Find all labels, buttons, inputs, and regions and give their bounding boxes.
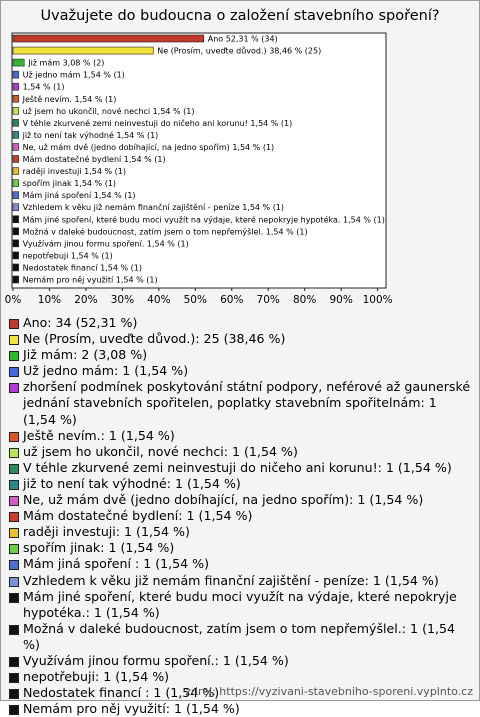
legend-item bbox=[9, 492, 471, 508]
bar-14 bbox=[13, 204, 19, 211]
bar-label-5: Ještě nevím. 1,54 % (1) bbox=[22, 94, 117, 104]
legend-item bbox=[9, 444, 471, 460]
legend-swatch bbox=[9, 657, 19, 667]
legend-item bbox=[9, 556, 471, 572]
bar-2 bbox=[13, 59, 24, 66]
legend-swatch bbox=[9, 560, 19, 570]
legend-swatch bbox=[9, 496, 19, 506]
bar-18 bbox=[13, 252, 19, 259]
legend-label: nepotřebuji: 1 (1,54 %) bbox=[23, 669, 471, 685]
legend-label: Ne (Prosím, uveďte důvod.): 25 (38,46 %) bbox=[23, 331, 471, 347]
bar-chart bbox=[0, 0, 480, 312]
legend-label: Nedostatek financí : 1 (1,54 %) bbox=[23, 685, 471, 701]
bar-label-10: Mám dostatečné bydlení 1,54 % (1) bbox=[23, 154, 166, 164]
bar-label-8: již to není tak výhodné 1,54 % (1) bbox=[22, 130, 159, 140]
bar-3 bbox=[13, 71, 19, 78]
legend-item bbox=[9, 428, 471, 444]
legend-label: Mám jiné spoření, které budu moci využít na výdaje, které nepokryje hypotéka.: 1 (1,54 %) bbox=[23, 589, 471, 621]
legend-swatch bbox=[9, 593, 19, 603]
x-tick-label-0: 0% bbox=[5, 294, 22, 306]
legend-item bbox=[9, 476, 471, 492]
bar-label-20: Nemám pro něj využití 1,54 % (1) bbox=[23, 276, 158, 285]
legend-item bbox=[9, 621, 471, 653]
bar-15 bbox=[13, 216, 19, 223]
legend-item bbox=[9, 363, 471, 379]
x-tick-label-7: 70% bbox=[257, 294, 280, 306]
bar-label-17: Využívám jinou formu spoření. 1,54 % (1) bbox=[23, 239, 189, 248]
bar-label-15: Mám jiné spoření, které budu moci využít na výdaje, které nepokryje hypotéka. 1,54 % (1) bbox=[23, 214, 385, 224]
legend-label: Ano: 34 (52,31 %) bbox=[23, 315, 471, 331]
legend-item bbox=[9, 379, 471, 427]
legend-swatch bbox=[9, 577, 19, 587]
legend-swatch bbox=[9, 319, 19, 329]
bar-12 bbox=[13, 180, 19, 187]
bar-9 bbox=[13, 143, 19, 150]
legend-swatch bbox=[9, 367, 19, 377]
legend-swatch bbox=[9, 528, 19, 538]
legend-swatch bbox=[9, 512, 19, 522]
bar-10 bbox=[13, 156, 19, 163]
x-tick-label-4: 40% bbox=[147, 294, 170, 306]
legend-swatch bbox=[9, 544, 19, 554]
legend-item bbox=[9, 315, 471, 331]
bar-label-1: Ne (Prosím, uveďte důvod.) 38,46 % (25) bbox=[157, 46, 321, 56]
x-tick-label-6: 60% bbox=[220, 294, 243, 306]
bar-label-16: Možná v daleké budoucnost, zatím jsem o tom nepřemýšlel. 1,54 % (1) bbox=[23, 226, 308, 236]
legend-item bbox=[9, 589, 471, 621]
legend-item bbox=[9, 701, 471, 717]
legend-label: V téhle zkurvené zemi neinvestuji do ničeho ani korunu!: 1 (1,54 %) bbox=[23, 460, 471, 476]
bar-label-11: raději investuji 1,54 % (1) bbox=[23, 167, 126, 176]
legend bbox=[9, 315, 471, 717]
bar-13 bbox=[13, 192, 19, 199]
bar-1 bbox=[13, 47, 153, 54]
bar-7 bbox=[13, 119, 19, 126]
legend-item bbox=[9, 653, 471, 669]
legend-label: spořím jinak: 1 (1,54 %) bbox=[23, 540, 471, 556]
x-tick-label-10: 100% bbox=[363, 294, 393, 306]
legend-label: již to není tak výhodné: 1 (1,54 %) bbox=[23, 476, 471, 492]
legend-item bbox=[9, 669, 471, 685]
source-note: zdroj: https://vyzivani-stavebniho-sporeni.vyplnto.cz bbox=[185, 685, 473, 698]
chart-title: Uvažujete do budoucna o založení stavebního spoření? bbox=[0, 8, 480, 24]
bar-5 bbox=[13, 95, 19, 102]
x-tick-label-8: 80% bbox=[293, 294, 316, 306]
x-tick-label-2: 20% bbox=[74, 294, 97, 306]
bar-label-2: Již mám 3,08 % (2) bbox=[27, 59, 104, 68]
legend-label: Nemám pro něj využití: 1 (1,54 %) bbox=[23, 701, 471, 717]
legend-swatch bbox=[9, 448, 19, 458]
bar-label-3: Už jedno mám 1,54 % (1) bbox=[23, 71, 125, 80]
legend-swatch bbox=[9, 625, 19, 635]
bar-17 bbox=[13, 240, 19, 247]
legend-item bbox=[9, 331, 471, 347]
x-tick-label-3: 30% bbox=[111, 294, 134, 306]
bar-label-19: Nedostatek financí 1,54 % (1) bbox=[23, 263, 142, 272]
x-tick-label-9: 90% bbox=[329, 294, 352, 306]
legend-item bbox=[9, 347, 471, 363]
legend-swatch bbox=[9, 464, 19, 474]
bar-11 bbox=[13, 168, 19, 175]
bar-0 bbox=[13, 35, 204, 42]
legend-swatch bbox=[9, 689, 19, 699]
bar-20 bbox=[13, 276, 19, 283]
legend-label: raději investuji: 1 (1,54 %) bbox=[23, 524, 471, 540]
legend-swatch bbox=[9, 705, 19, 715]
legend-item bbox=[9, 508, 471, 524]
x-tick-label-5: 50% bbox=[184, 294, 207, 306]
bar-label-9: Ne, už mám dvě (jedno dobíhající, na jedno spořím) 1,54 % (1) bbox=[23, 143, 275, 152]
legend-swatch bbox=[9, 383, 19, 393]
legend-item bbox=[9, 573, 471, 589]
legend-label: Využívám jinou formu spoření.: 1 (1,54 %) bbox=[23, 653, 471, 669]
bar-label-7: V téhle zkurvené zemi neinvestuji do ničeho ani korunu! 1,54 % (1) bbox=[23, 118, 293, 128]
legend-label: Už jedno mám: 1 (1,54 %) bbox=[23, 363, 471, 379]
legend-swatch bbox=[9, 335, 19, 345]
legend-swatch bbox=[9, 351, 19, 361]
bar-19 bbox=[13, 264, 19, 271]
x-tick-label-1: 10% bbox=[38, 294, 61, 306]
legend-label: Mám dostatečné bydlení: 1 (1,54 %) bbox=[23, 508, 471, 524]
legend-label: Mám jiná spoření : 1 (1,54 %) bbox=[23, 556, 471, 572]
legend-item bbox=[9, 460, 471, 476]
legend-swatch bbox=[9, 673, 19, 683]
legend-swatch bbox=[9, 480, 19, 490]
bar-label-12: spořím jinak 1,54 % (1) bbox=[23, 179, 116, 188]
bar-label-4: 1,54 % (1) bbox=[23, 83, 65, 92]
bar-label-13: Mám jiná spoření 1,54 % (1) bbox=[23, 191, 136, 200]
bar-label-18: nepotřebuji 1,54 % (1) bbox=[23, 251, 113, 260]
bar-label-14: Vzhledem k věku již nemám finanční zajištění - peníze 1,54 % (1) bbox=[23, 202, 284, 212]
bar-label-6: už jsem ho ukončil, nové nechci 1,54 % (1) bbox=[23, 106, 195, 116]
bar-16 bbox=[13, 228, 19, 235]
legend-item bbox=[9, 540, 471, 556]
bar-4 bbox=[13, 83, 19, 90]
legend-label: Ne, už mám dvě (jedno dobíhající, na jedno spořím): 1 (1,54 %) bbox=[23, 492, 471, 508]
legend-swatch bbox=[9, 432, 19, 442]
legend-item bbox=[9, 524, 471, 540]
legend-label: Již mám: 2 (3,08 %) bbox=[23, 347, 471, 363]
legend-label: zhoršení podmínek poskytování státní podpory, neférové až gaunerské jednání stavebních spořitelen, poplatky stavebním spořitelnám: 1 (1,54 %) bbox=[23, 379, 471, 427]
legend-label: Vzhledem k věku již nemám finanční zajištění - peníze: 1 (1,54 %) bbox=[23, 573, 471, 589]
legend-label: Možná v daleké budoucnost, zatím jsem o tom nepřemýšlel.: 1 (1,54 %) bbox=[23, 621, 471, 653]
bar-6 bbox=[13, 107, 19, 114]
bar-8 bbox=[13, 131, 19, 138]
legend-label: Ještě nevím.: 1 (1,54 %) bbox=[23, 428, 471, 444]
bar-label-0: Ano 52,31 % (34) bbox=[208, 35, 278, 44]
legend-label: už jsem ho ukončil, nové nechci: 1 (1,54 %) bbox=[23, 444, 471, 460]
